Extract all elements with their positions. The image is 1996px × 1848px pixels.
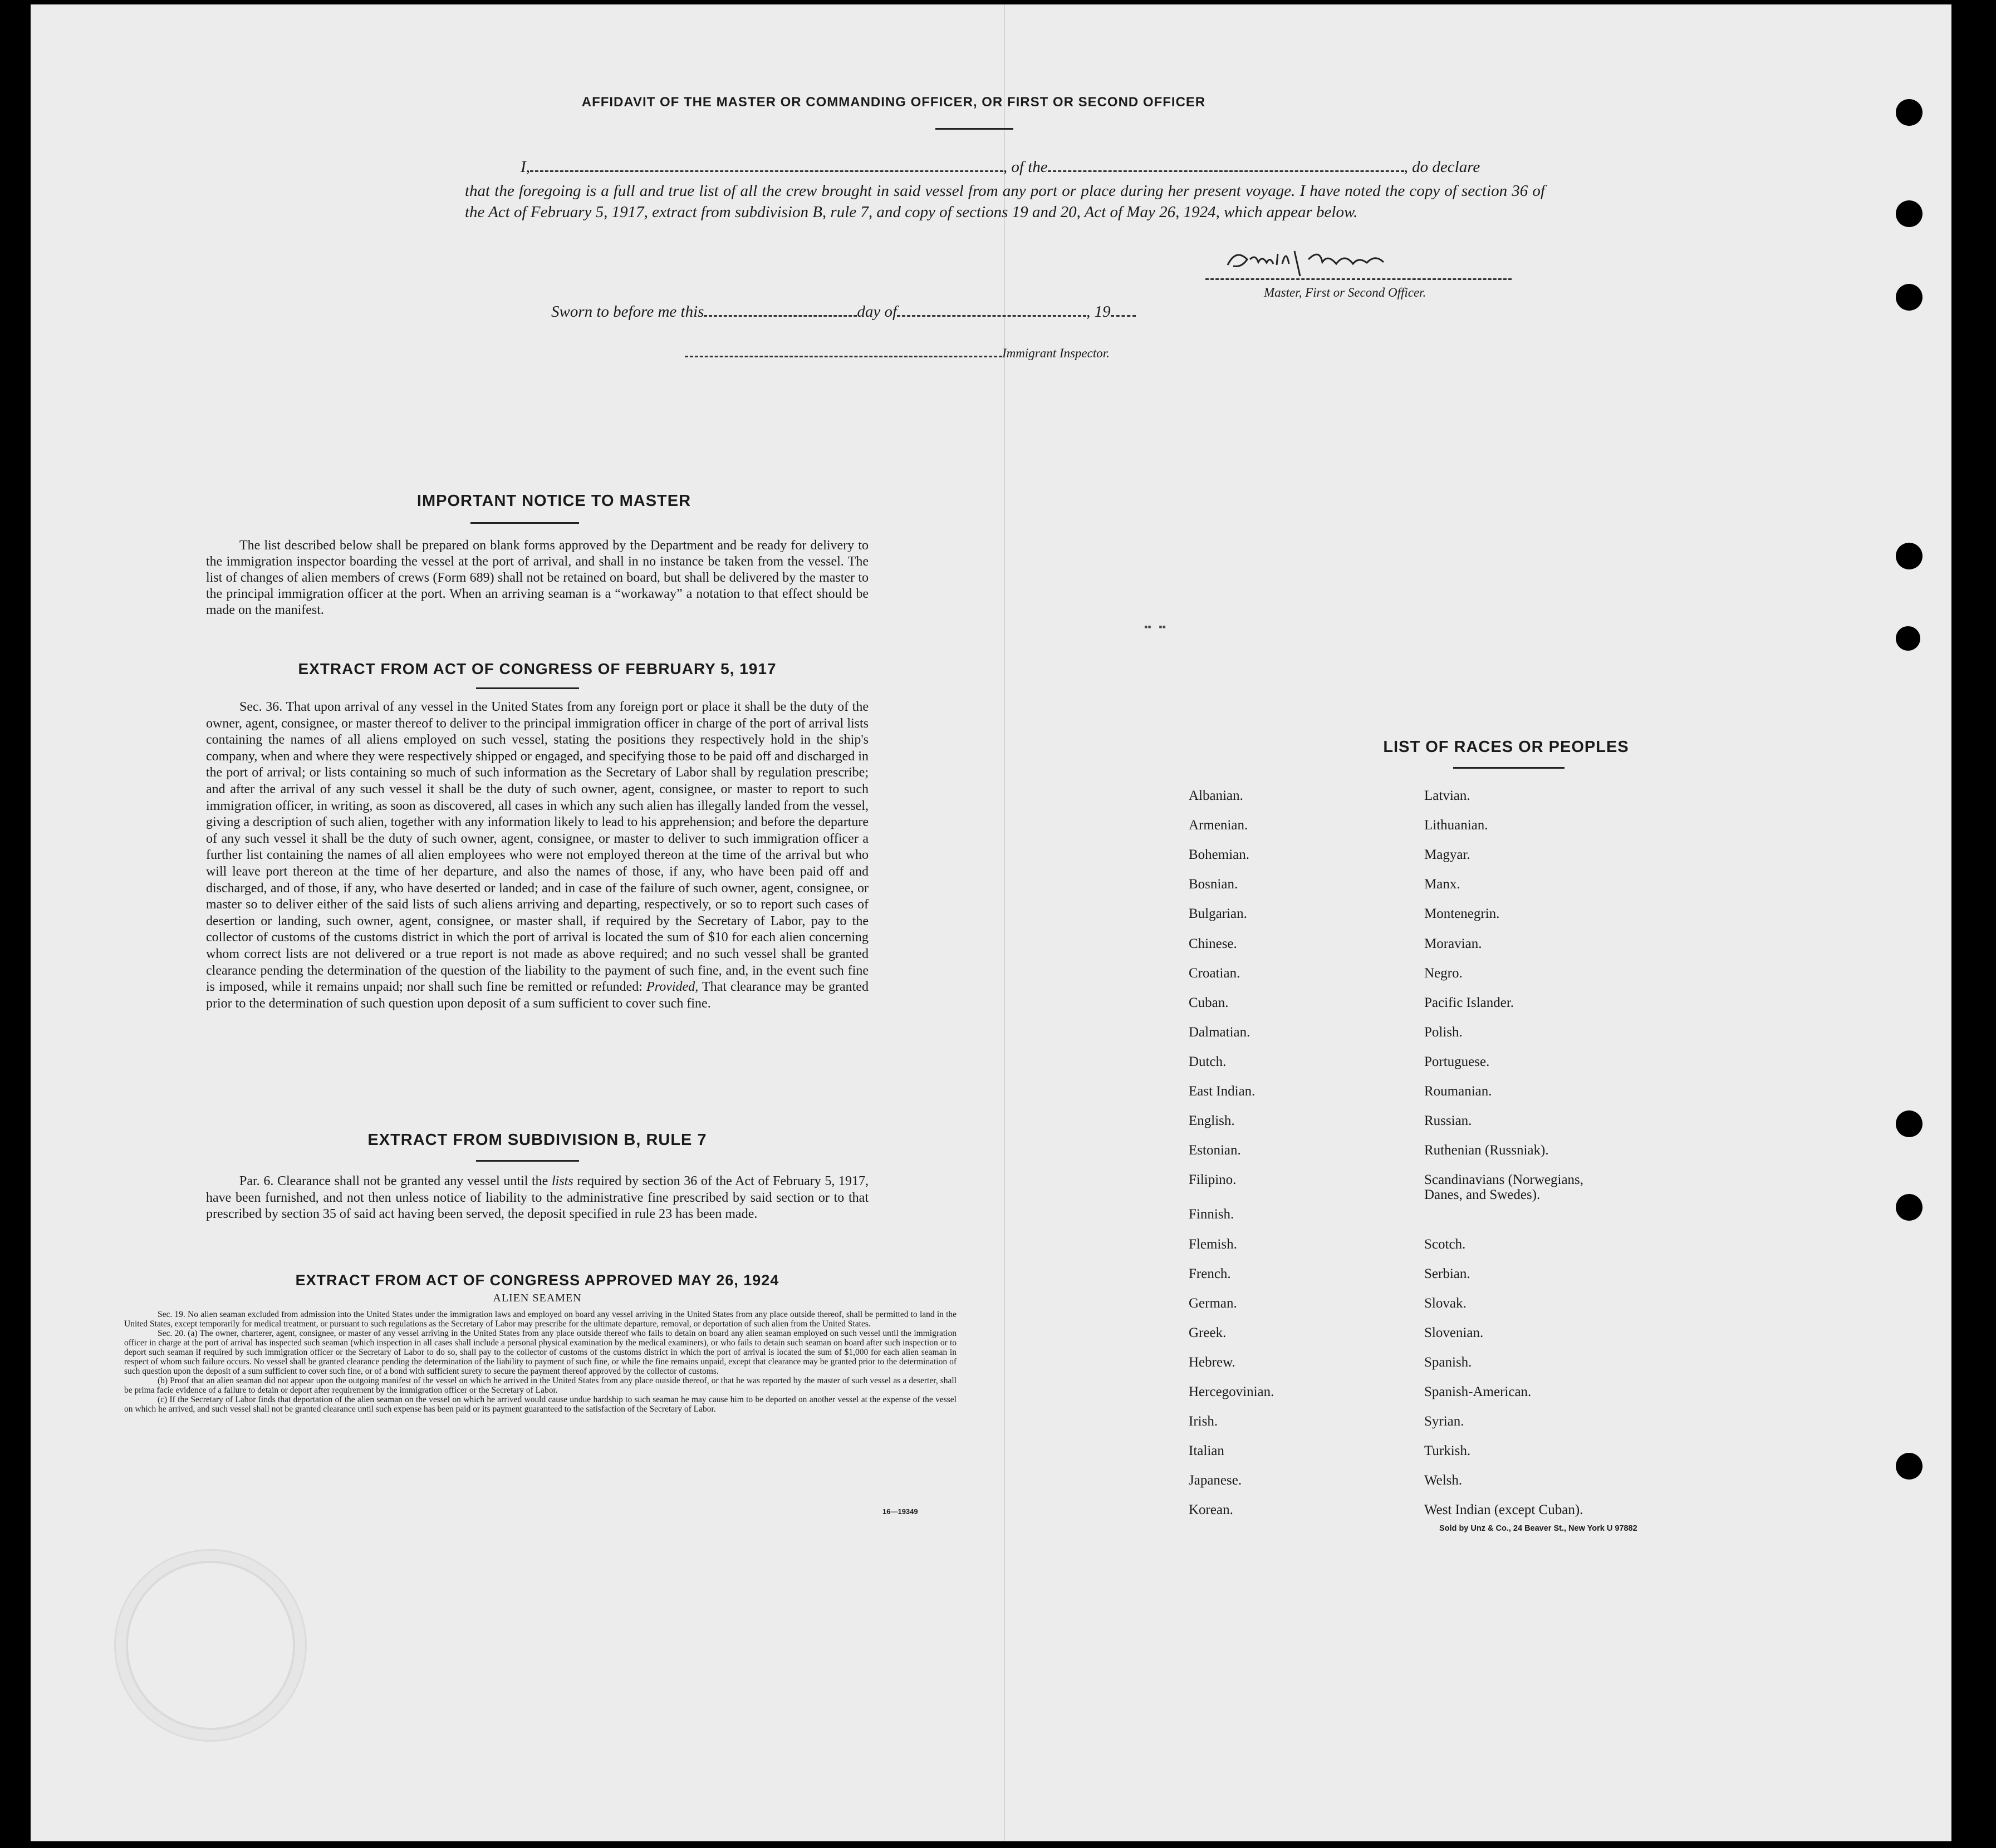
race-item: Spanish-American. <box>1424 1384 1532 1399</box>
race-item: Moravian. <box>1424 936 1482 951</box>
signature-image <box>1217 243 1450 282</box>
race-item: French. <box>1189 1266 1231 1281</box>
subdivb-underline <box>476 1160 579 1162</box>
race-item: Estonian. <box>1189 1143 1241 1158</box>
binder-hole <box>1896 1110 1923 1137</box>
act1917-body <box>206 699 869 1012</box>
sec19-text: No alien seaman excluded from admission into the United States under the immigration laws and employed on board any vessel arriving in the United States from any place outside thereof, shall be permitted to land in the United States, except temporarily for medical treatment, or pursuant to such regulations as the Secretary of Labor may prescribe for the ultimate departure, removal, or deportation of such alien from the United States. <box>124 1310 957 1329</box>
signature-caption: Master, First or Second Officer. <box>1264 286 1426 299</box>
title-underline <box>935 128 1013 130</box>
print-marks: ▪▪ ▪▪ <box>1144 621 1166 632</box>
race-item: Armenian. <box>1189 818 1248 833</box>
sec20-label: Sec. 20. <box>158 1329 185 1338</box>
race-item: Bohemian. <box>1189 847 1250 863</box>
race-item: Dalmatian. <box>1189 1024 1250 1040</box>
race-item: Italian <box>1189 1443 1224 1459</box>
binder-hole <box>1896 1194 1923 1221</box>
race-item: Chinese. <box>1189 936 1237 951</box>
act1924-subtitle: ALIEN SEAMEN <box>493 1292 582 1304</box>
subdivb-title: EXTRACT FROM SUBDIVISION B, RULE 7 <box>367 1131 707 1149</box>
signature-line <box>1205 278 1512 280</box>
act1917-title: EXTRACT FROM ACT OF CONGRESS OF FEBRUARY 5, 1917 <box>298 660 777 677</box>
binder-hole <box>1896 200 1923 227</box>
race-item: German. <box>1189 1295 1237 1311</box>
sec36-text: That upon arrival of any vessel in the United States from any foreign port or place it shall be the duty of the owner, agent, consignee, or master thereof to deliver to the principal immigration officer in charge of the port of arrival lists containing the names of all aliens employed on such vessel, stating the positions they respectively hold in the ship's company, when and where they were respectively shipped or engaged, and specifying those to be paid off and discharged in the port of arrival; or lists containing so much of such information as the Secretary of Labor shall by regulation prescribe; and after the arrival of any such vessel it shall be the duty of such owner, agent, consignee, or master to report to such immigration officer, in writing, as soon as discovered, all cases in which any such alien has illegally landed from the vessel, giving a description of such alien, together with any information likely to lead to his apprehension; and before the departure of any such vessel it shall be the duty of such owner, agent, consignee, or master to deliver to such immigration officer a further list containing the names of all alien employees who were not employed thereon at the time of the arrival but who will leave port thereon at the time of her departure, and also the names of those, if any, who have been paid off and discharged, and of those, if any, who have deserted or landed; and in case of the failure of such owner, agent, consignee, or master so to deliver either of the said lists of such aliens arriving and departing, respectively, or so to report such cases of desertion or landing, such owner, agent, consignee, or master shall, if required by the Secretary of Labor, pay to the collector of customs of the customs district in which the port of arrival is located the sum of $10 for each alien concerning whom correct lists are not delivered or a true report is not made as above required; and no such vessel shall be granted clearance pending the determination of the question of the liability to the payment of such fine, and, in the event such fine is imposed, while it remains unpaid; nor shall such fine be remitted or refunded: <box>206 700 869 995</box>
inspector-line <box>685 346 1110 361</box>
proviso-label: Provided, <box>646 980 699 995</box>
races-title: LIST OF RACES OR PEOPLES <box>1383 738 1629 756</box>
race-item: Pacific Islander. <box>1424 995 1514 1010</box>
race-item: Ruthenian (Russniak). <box>1424 1143 1549 1158</box>
race-item: Hercegovinian. <box>1189 1384 1274 1399</box>
par6-lists-word: lists <box>552 1174 573 1188</box>
race-item: Hebrew. <box>1189 1354 1235 1370</box>
race-item: Scandinavians (Norwegians, Danes, and Swedes). <box>1424 1172 1584 1203</box>
printer-credit: Sold by Unz & Co., 24 Beaver St., New York U 97882 <box>1439 1524 1637 1533</box>
day-blank[interactable] <box>704 315 857 317</box>
sec19-label: Sec. 19. <box>158 1310 185 1319</box>
race-item: Bosnian. <box>1189 877 1238 892</box>
race-item: Cuban. <box>1189 995 1229 1010</box>
race-item: Montenegrin. <box>1424 906 1500 922</box>
sec20a-paragraph <box>124 1329 957 1376</box>
binder-hole <box>1896 99 1923 126</box>
sworn-line <box>551 303 1136 321</box>
race-item: Albanian. <box>1189 788 1243 803</box>
inspector-blank[interactable] <box>685 356 1002 357</box>
race-item: Irish. <box>1189 1414 1218 1429</box>
races-underline <box>1453 767 1565 769</box>
race-item: Korean. <box>1189 1502 1233 1518</box>
race-item: Japanese. <box>1189 1473 1242 1488</box>
race-item: Lithuanian. <box>1424 818 1488 833</box>
affidavit-body: that the foregoing is a full and true list of all the crew brought in said vessel from any port or place during her present voyage. I have noted the copy of section 36 of the Act of February 5, 1917, extract from subdivision B, rule 7, and copy of sections 19 and 20, Act of May 26, 1924, which appear below. <box>465 182 1545 221</box>
binder-hole <box>1896 543 1923 569</box>
binder-hole <box>1896 626 1920 651</box>
race-item: English. <box>1189 1113 1235 1129</box>
race-item: East Indian. <box>1189 1084 1256 1099</box>
race-item: Greek. <box>1189 1325 1227 1340</box>
race-item: Slovenian. <box>1424 1325 1484 1340</box>
race-item: Syrian. <box>1424 1414 1464 1429</box>
race-item: Spanish. <box>1424 1354 1472 1370</box>
notice-underline <box>470 522 579 524</box>
month-blank[interactable] <box>897 315 1086 317</box>
page-fold-line <box>1004 4 1005 1841</box>
sec20c-text: (c) If the Secretary of Labor finds that deportation of the alien seaman on the vessel on which he arrived would cause undue hardship to such seaman he may cause him to be deported on another vessel at the expense of the vessel on which he arrived, and such vessel shall not be granted clearance until such expense has been paid or its payment guaranteed to the satisfaction of the Secretary of Labor. <box>124 1395 957 1414</box>
race-item: Croatian. <box>1189 965 1240 981</box>
race-item: Dutch. <box>1189 1054 1227 1069</box>
act1924-body <box>124 1310 957 1414</box>
form-number: 16—19349 <box>882 1507 918 1516</box>
of-the-label: , of the <box>1003 158 1048 176</box>
name-blank[interactable] <box>530 170 1003 172</box>
race-item: Finnish. <box>1189 1207 1234 1222</box>
year-blank[interactable] <box>1111 315 1136 317</box>
race-item: Serbian. <box>1424 1266 1470 1281</box>
par6-label: Par. 6. <box>239 1174 274 1188</box>
sec19-paragraph <box>124 1310 957 1329</box>
race-item: Flemish. <box>1189 1236 1237 1252</box>
race-item: Turkish. <box>1424 1443 1471 1459</box>
sec20a-text: (a) The owner, charterer, agent, consignee, or master of any vessel arriving in the United States from any place outside thereof who fails to detain on board any alien seaman employed on such vessel until the immigration officer in charge at the port of arrival has inspected such seaman (which inspection in all cases shall include a personal physical examination by the medical examiners), or who fails to detain such seaman on board after such inspection or to deport such seaman if required by such immigration officer or the Secretary of Labor to do so, shall pay to the collector of customs of the customs district in which the port of arrival is located the sum of $1,000 for each alien seaman in respect of whom such failure occurs. No vessel shall be granted clearance pending the determination of the liability to payment of such fine, or while the fine remains unpaid, except that clearance may be granted prior to the determination of such question upon the deposit of a sum sufficient to cover such fine, or of a bond with sufficient surety to secure the payment thereof approved by the collector of customs. <box>124 1329 957 1376</box>
sec20b-text: (b) Proof that an alien seaman did not appear upon the outgoing manifest of the vessel on which he arrived in the United States from any place outside thereof, or that he was reported by the master of such vessel as a deserter, shall be prima facie evidence of a failure to detain or deport after requirement by the immigration officer or the Secretary of Labor. <box>124 1376 957 1395</box>
race-item: Magyar. <box>1424 847 1470 863</box>
i-label: I, <box>521 158 530 176</box>
par6-text-a: Clearance shall not be granted any vessel until the <box>277 1174 548 1188</box>
race-item: Scotch. <box>1424 1236 1466 1252</box>
race-item: West Indian (except Cuban). <box>1424 1502 1583 1518</box>
subdivb-body <box>206 1173 869 1223</box>
binder-hole <box>1896 284 1923 311</box>
document-page <box>31 4 1951 1841</box>
year-label: , 19 <box>1086 303 1111 321</box>
binder-hole <box>1896 1453 1923 1480</box>
par6-text-b: required by section 36 of the Act of February 5, 1917, have been furnished, and not then unless notice of liability to the administrative fine prescribed by said section or to that prescribed by section 35 of said act having been served, the deposit specified in rule 23 has been made. <box>206 1174 869 1222</box>
race-item: Roumanian. <box>1424 1084 1492 1099</box>
race-item: Negro. <box>1424 965 1463 981</box>
race-item: Polish. <box>1424 1024 1463 1040</box>
day-of-label: day of <box>857 303 898 321</box>
race-item: Filipino. <box>1189 1172 1237 1188</box>
affidavit-title: AFFIDAVIT OF THE MASTER OR COMMANDING OFFICER, OR FIRST OR SECOND OFFICER <box>581 95 1206 110</box>
affidavit-line1 <box>521 158 1545 176</box>
vessel-blank[interactable] <box>1048 170 1404 172</box>
race-item: Slovak. <box>1424 1295 1467 1311</box>
act1917-underline <box>476 687 579 689</box>
sec36-label: Sec. 36. <box>239 700 283 714</box>
proviso-text: That clearance may be granted prior to the determination of such question upon deposit of a sum sufficient to cover such fine. <box>206 980 869 1011</box>
race-item: Bulgarian. <box>1189 906 1247 922</box>
act1924-title: EXTRACT FROM ACT OF CONGRESS APPROVED MAY 26, 1924 <box>295 1272 779 1289</box>
inspector-caption: Immigrant Inspector. <box>1002 346 1110 360</box>
race-item: Latvian. <box>1424 788 1470 803</box>
embossed-seal <box>114 1549 307 1742</box>
race-item: Manx. <box>1424 877 1460 892</box>
race-item: Russian. <box>1424 1113 1472 1129</box>
race-item: Welsh. <box>1424 1473 1463 1488</box>
declare-label: , do declare <box>1404 158 1480 176</box>
sworn-prefix: Sworn to before me this <box>551 303 704 321</box>
notice-title: IMPORTANT NOTICE TO MASTER <box>416 492 692 510</box>
race-item: Portuguese. <box>1424 1054 1490 1069</box>
notice-body: The list described below shall be prepared on blank forms approved by the Department and be ready for delivery to the immigration inspector boarding the vessel at the port of arrival, and shall in no instance be taken from the vessel. The list of changes of alien members of crews (Form 689) shall not be retained on board, but shall be delivered by the master to the principal immigration officer at the port. When an arriving seaman is a “workaway” a notation to that effect should be made on the manifest. <box>206 538 869 617</box>
